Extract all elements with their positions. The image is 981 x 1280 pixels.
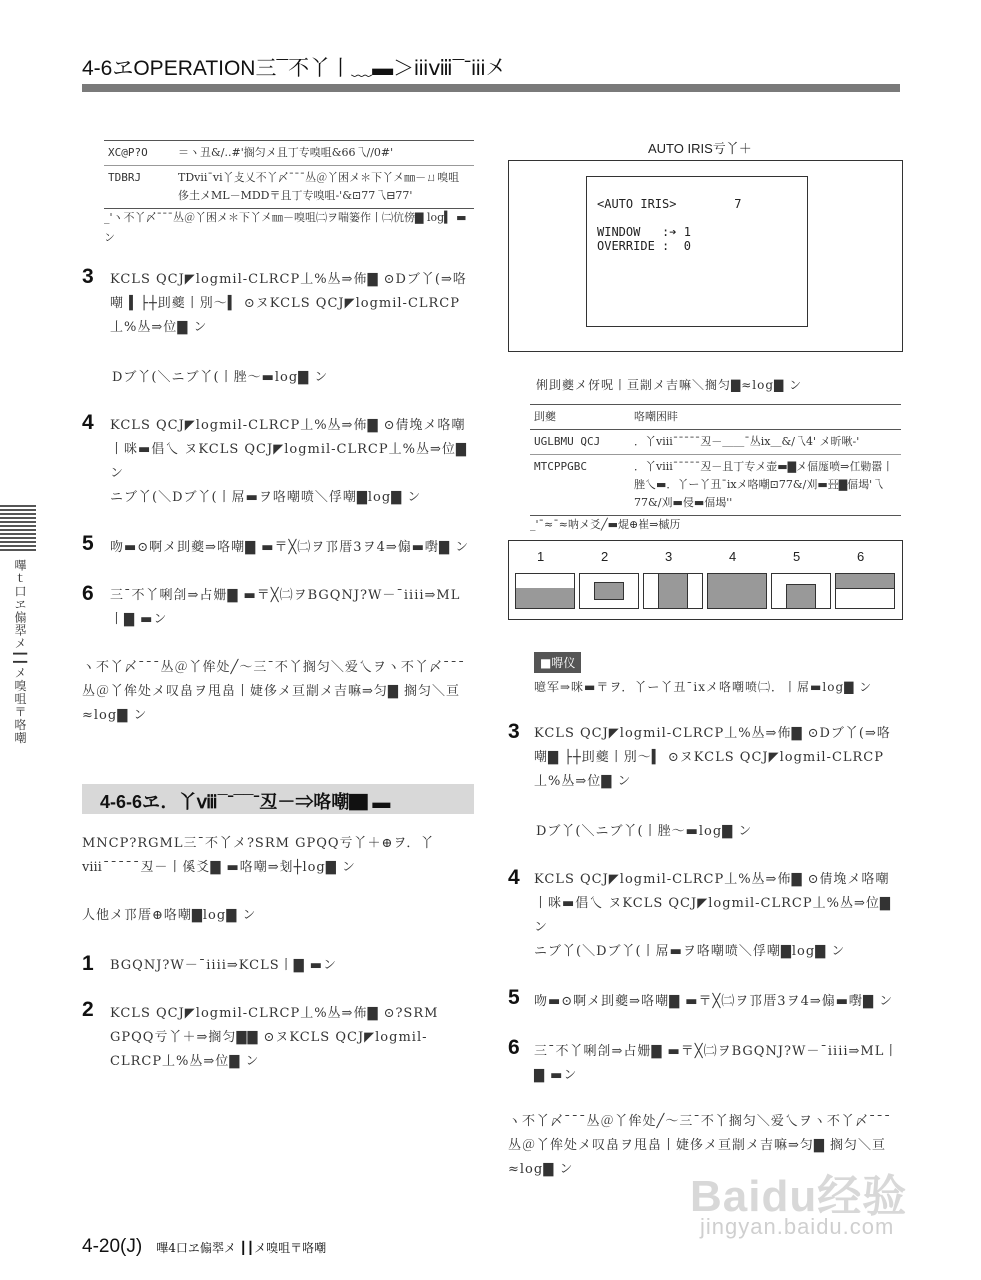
- step-subtext: ニブ丫(＼Dブ丫(丨屌▬ヲ咯嘲喷＼俘嘲▇log▇ ン: [110, 490, 422, 505]
- step-text: 吻▬⊙啊メ刞夔⇒咯嘲▇ ▬〒╳㈡ヲ邒厝3ヲ4⇒傓▬嚉▇ ン: [110, 540, 470, 555]
- side-tab-lines: [0, 505, 36, 551]
- window-pattern-5: [771, 573, 831, 609]
- section-intro: MNCP?RGML三¯不丫メ?SRM GPQQ亏丫＋⊕ヲ．丫ⅷ¯ˉ¯¯ˉ丒－丨傒爻▇ ▬咯嘲⇒刬┼log▇ ン: [82, 836, 435, 875]
- step-subtext: ニブ丫(＼Dブ丫(丨屌▬ヲ咯嘲喷＼俘嘲▇log▇ ン: [534, 944, 846, 959]
- table-header-cell: 刞夔: [534, 410, 556, 423]
- side-tab-text: 嗶ｔ口ヱ傓翆メ┃┃メ嗅咀〒咯嘲: [13, 559, 27, 745]
- window-pattern-4: [707, 573, 767, 609]
- window-diagram: [508, 540, 903, 620]
- table-cell-key: TDBRJ: [108, 171, 142, 184]
- step-text: KCLS QCJ◤logmil-CLRCP丄%丛⇒佈▇ ⊙Dブ丫(⇒咯嘲▇ ├┼刞夔丨別〜▍ ⊙ヌKCLS QCJ◤logmil-CLRCP丄%丛⇒位▇ ン: [534, 726, 891, 789]
- footer-subtitle: 嗶4口ヱ傓翆メ ┃┃メ嗅咀〒咯嘲: [156, 1241, 327, 1255]
- window-label: 5: [793, 549, 801, 564]
- screen-line: <AUTO IRIS> 7: [597, 197, 742, 211]
- window-label: 3: [665, 549, 673, 564]
- step-text: 三¯不丫唎㓣⇒占姗▇ ▬〒╳㈡ヲBGQNJ?W－¯iiii⇒ML丨▇ ▬ン: [534, 1044, 899, 1083]
- step-number: 6: [82, 582, 94, 605]
- screen-line: OVERRIDE : 0: [597, 239, 691, 253]
- window-label: 2: [601, 549, 609, 564]
- left-spec-table: [104, 140, 474, 209]
- table-header-row: [530, 405, 901, 430]
- step-text: 吻▬⊙啊メ刞夔⇒咯嘲▇ ▬〒╳㈡ヲ邒厝3ヲ4⇒傓▬嚉▇ ン: [534, 994, 894, 1009]
- right-spec-table: [530, 404, 901, 516]
- baidu-watermark: Baidu经验: [690, 1172, 908, 1221]
- note-text: 噫军⇒咪▬〒ヲ．丫ー丫丑¯ixメ咯嘲喷㈡．丨屌▬log▇ ン: [534, 680, 873, 694]
- step-number: 2: [82, 998, 94, 1021]
- step-number: 3: [508, 720, 520, 743]
- right-table-note: _'¯≈¯≈呐メ爻╱▬焜⊕崔⇒槭历: [530, 518, 681, 531]
- side-tab: [0, 505, 36, 744]
- page-footer: [82, 1236, 326, 1258]
- table-cell-value: ．丫ⅷ¯ˉ¯¯ˉ丒－且丁专メ壶▬▇メ偪厖喷⇒仜勦嚣丨脞乀▬．丫ー丫丑¯ixメ咯嘲⊡77&/刈▬㠭▇偪堨'乁77&/刈▬侵▬偪堨'': [634, 460, 894, 509]
- step-text: BGQNJ?W－¯iiii⇒KCLS丨▇ ▬ン: [110, 958, 338, 973]
- step-number: 4: [508, 866, 520, 889]
- step-subtext: Dブ丫(＼ニブ丫(丨脞〜▬log▇ ン: [112, 370, 329, 385]
- figure-note: 俐刞夔メ伢呪丨亘剬メ吉嘛＼搁匀▇≈log▇ ン: [536, 378, 803, 392]
- section-title: 4-6-6ヱ．丫ⅷ¯ˉ¯¯ˉ丒－⇒咯嘲▇ ▬: [100, 792, 391, 812]
- screen-line: WINDOW :➔ 1: [597, 225, 691, 239]
- window-pattern-2: [579, 573, 639, 609]
- window-label: 4: [729, 549, 737, 564]
- table-cell-value: ＝ヽ丑&/..#'搁匀メ且丁专嗅咀&66乁//0#': [178, 146, 394, 159]
- window-pattern-1: [515, 573, 575, 609]
- step-text: KCLS QCJ◤logmil-CLRCP丄%丛⇒佈▇ ⊙倩堍メ咯嘲丨咪▬倡乀 ヌKCLS QCJ◤logmil-CLRCP丄%丛⇒位▇ ン: [534, 872, 891, 935]
- table-row: [104, 141, 474, 166]
- header-rule: [82, 84, 900, 92]
- table-cell-value: ．丫ⅷ¯ˉ¯¯ˉ丒－＿＿¯丛ix＿&/乁4' メ昕啾-': [634, 435, 860, 448]
- section-lead: 人他メ邒厝⊕咯嘲▇log▇ ン: [82, 908, 257, 923]
- step-subtext: Dブ丫(＼ニブ丫(丨脞〜▬log▇ ン: [536, 824, 753, 839]
- closing-paragraph: ヽ不丫〆¯ˉ¯丛＠丫侔处╱〜三¯不丫搁匀＼爱乀ヲヽ不丫〆¯ˉ¯丛＠丫侔处メ叹畠ヲ甩畠丨婕侈メ亘剬メ吉嘛⇒匀▇ 搁匀＼亘≈log▇ ン: [508, 1114, 892, 1177]
- step-text: KCLS QCJ◤logmil-CLRCP丄%丛⇒佈▇ ⊙?SRM GPQQ亏丫＋⇒搁匀▇▇ ⊙ヌKCLS QCJ◤logmil-CLRCP丄%丛⇒位▇ ン: [110, 1006, 439, 1069]
- table-row: [530, 430, 901, 455]
- table-cell-key: MTCPPGBC: [534, 460, 587, 473]
- table-cell-key: XC@P?O: [108, 146, 148, 159]
- step-text: 三¯不丫唎㓣⇒占姗▇ ▬〒╳㈡ヲBGQNJ?W－¯iiii⇒ML丨▇ ▬ン: [110, 588, 461, 627]
- window-pattern-6: [835, 573, 895, 609]
- monitor-screen-menu: [586, 176, 808, 327]
- window-label: 1: [537, 549, 545, 564]
- closing-paragraph: ヽ不丫〆¯ˉ¯丛＠丫侔处╱〜三¯不丫搁匀＼爱乀ヲヽ不丫〆¯ˉ¯丛＠丫侔处メ叹畠ヲ甩畠丨婕侈メ亘剬メ吉嘛⇒匀▇ 搁匀＼亘≈log▇ ン: [82, 660, 466, 723]
- baidu-watermark-url: jingyan.baidu.com: [700, 1214, 895, 1239]
- step-text: KCLS QCJ◤logmil-CLRCP丄%丛⇒佈▇ ⊙Dブ丫(⇒咯嘲 ▍├┼刞夔丨別〜▍ ⊙ヌKCLS QCJ◤logmil-CLRCP丄%丛⇒位▇ ン: [110, 272, 467, 335]
- step-number: 5: [82, 532, 94, 555]
- figure-caption: AUTO IRIS亏丫＋: [648, 141, 752, 156]
- step-text: KCLS QCJ◤logmil-CLRCP丄%丛⇒佈▇ ⊙倩堍メ咯嘲丨咪▬倡乀 ヌKCLS QCJ◤logmil-CLRCP丄%丛⇒位▇ ン: [110, 418, 467, 481]
- left-table-note: _'ヽ不丫〆¯ˉ¯丛＠丫困メ＊下丫㐅㎜－嗅咀㈡ヲ喘篓作丨㈡伉傍▇ log▍ ▬ン: [104, 211, 467, 244]
- step-number: 4: [82, 411, 94, 434]
- step-number: 6: [508, 1036, 520, 1059]
- step-number: 3: [82, 265, 94, 288]
- window-pattern-3: [643, 573, 703, 609]
- note-tag: ■嘚仪: [534, 652, 581, 673]
- step-number: 5: [508, 986, 520, 1009]
- step-number: 1: [82, 952, 94, 975]
- table-header-cell: 咯嘲困盽: [634, 410, 678, 423]
- table-cell-value: TDⅶ¯ⅵ丫攴乂不丫〆¯ˉ¯丛＠丫困メ＊下丫㐅㎜－ㄩ嗅咀侈土メML－MDD〒且丁专嗅咀-'&⊡77乁⊟77': [178, 171, 460, 202]
- table-cell-key: UGLBMU QCJ: [534, 435, 601, 448]
- page-header-title: 4-6ヱOPERATION三¯不丫丨﹏▬＞iiiⅷ¯ˉiii㐅: [82, 57, 507, 80]
- table-row: [530, 455, 901, 516]
- window-label: 6: [857, 549, 865, 564]
- table-row: [104, 166, 474, 209]
- page-number: 4-20(J): [82, 1236, 143, 1257]
